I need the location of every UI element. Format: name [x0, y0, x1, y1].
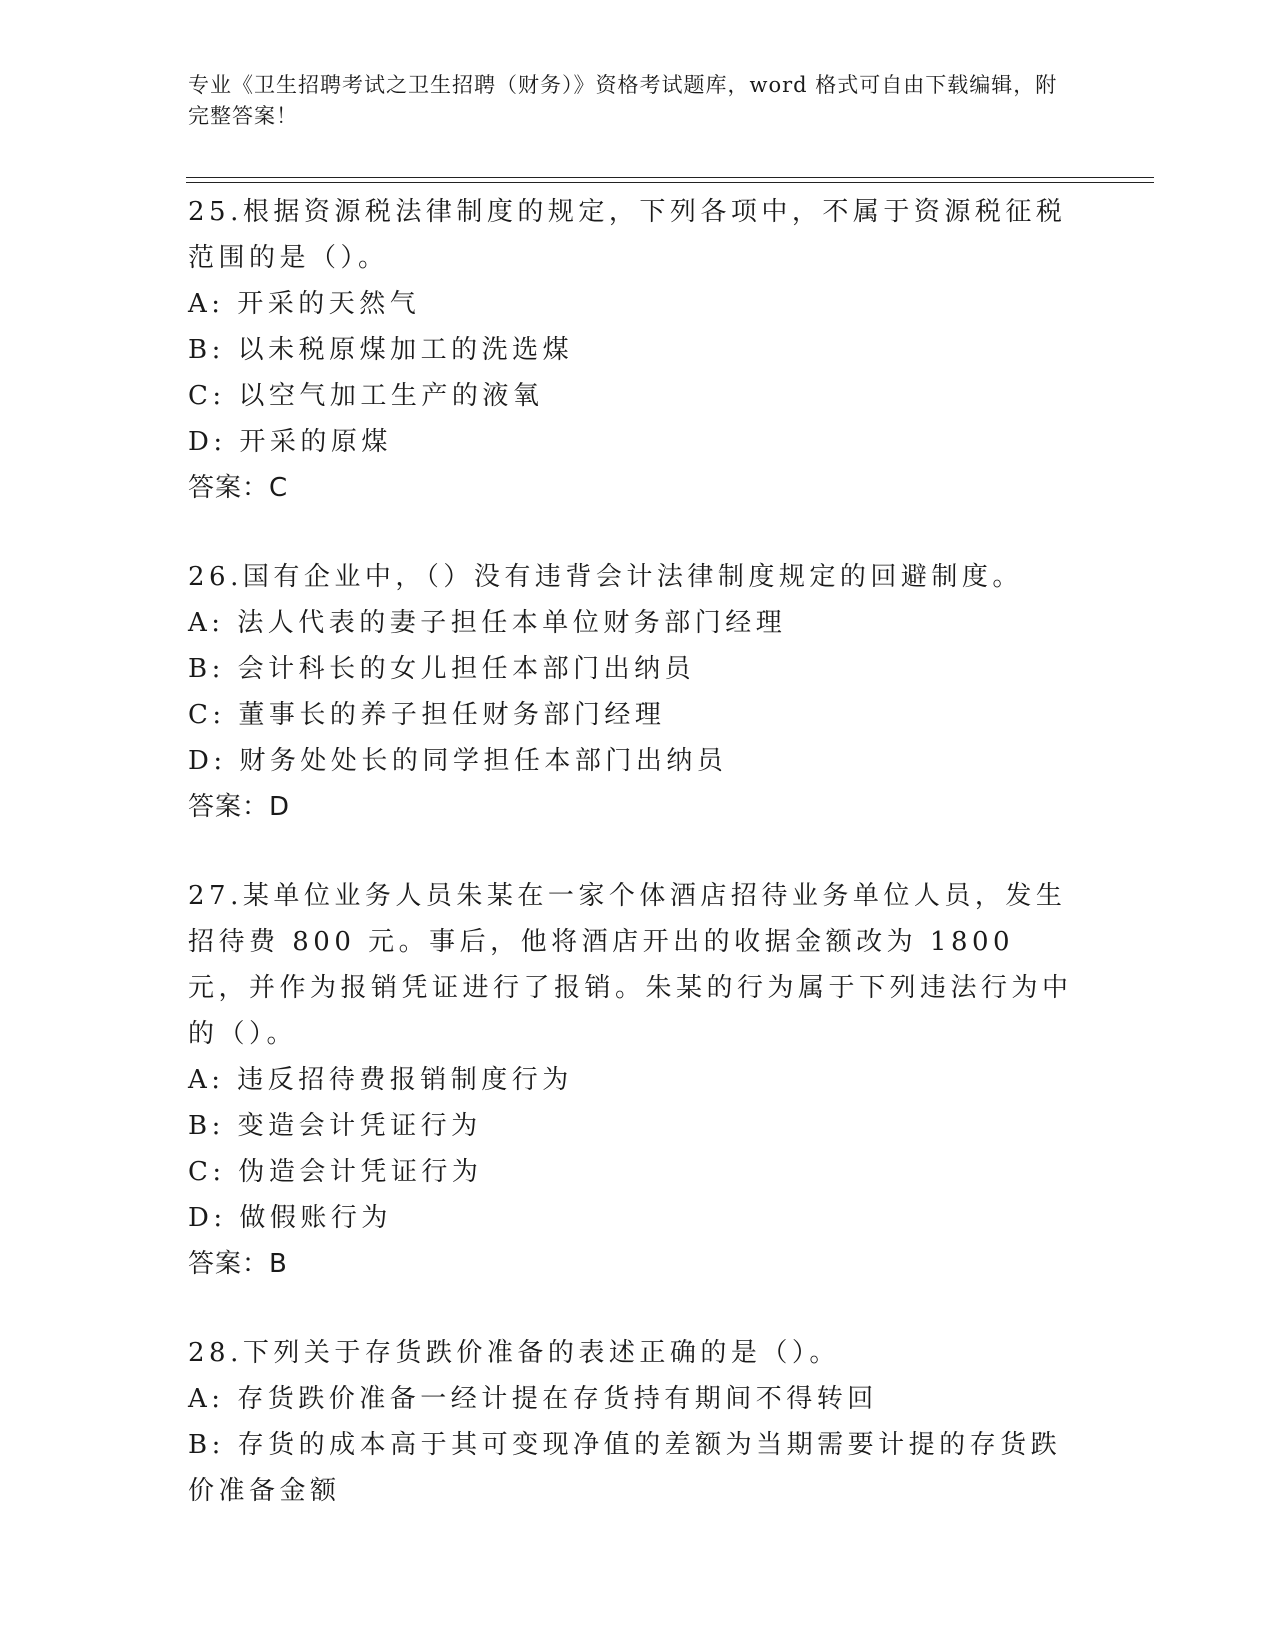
option-a: A: 开采的天然气 — [188, 289, 421, 319]
option-c: C: 董事长的养子担任财务部门经理 — [188, 700, 666, 730]
question-text: 26.国有企业中，（）没有违背会计法律制度规定的回避制度。 — [188, 562, 1023, 592]
question-28 — [188, 1330, 1088, 1514]
option-d: D: 做假账行为 — [188, 1203, 392, 1233]
question-list — [188, 189, 1088, 1557]
option-a: A: 法人代表的妻子担任本单位财务部门经理 — [188, 608, 787, 638]
answer: 答案：B — [188, 1249, 288, 1279]
option-b: B: 会计科长的女儿担任本部门出纳员 — [188, 654, 696, 684]
option-a: A: 违反招待费报销制度行为 — [188, 1065, 573, 1095]
option-d: D: 财务处处长的同学担任本部门出纳员 — [188, 746, 728, 776]
option-b: B: 变造会计凭证行为 — [188, 1111, 482, 1141]
document-header: 专业《卫生招聘考试之卫生招聘（财务）》资格考试题库，word 格式可自由下载编辑，附完整答案！ — [188, 73, 1058, 128]
question-26 — [188, 554, 1088, 830]
option-a: A: 存货跌价准备一经计提在存货持有期间不得转回 — [188, 1384, 878, 1414]
answer: 答案：D — [188, 792, 291, 822]
header-rule-bottom — [186, 182, 1154, 183]
option-b: B: 以未税原煤加工的洗选煤 — [188, 335, 574, 365]
question-27 — [188, 873, 1088, 1287]
question-text: 28.下列关于存货跌价准备的表述正确的是（）。 — [188, 1338, 840, 1368]
question-text: 25.根据资源税法律制度的规定，下列各项中，不属于资源税征税范围的是（）。 — [188, 197, 1067, 273]
question-25 — [188, 189, 1088, 511]
option-c: C: 伪造会计凭证行为 — [188, 1157, 483, 1187]
question-text: 27.某单位业务人员朱某在一家个体酒店招待业务单位人员，发生招待费 800 元。事后，他将酒店开出的收据金额改为 1800 元，并作为报销凭证进行了报销。朱某的行为属于下列违法行为中的（）。 — [188, 881, 1073, 1049]
option-c: C: 以空气加工生产的液氧 — [188, 381, 544, 411]
option-d: D: 开采的原煤 — [188, 427, 392, 457]
answer: 答案：C — [188, 473, 289, 503]
header-rule-top — [186, 177, 1154, 178]
option-b: B: 存货的成本高于其可变现净值的差额为当期需要计提的存货跌价准备金额 — [188, 1430, 1062, 1506]
